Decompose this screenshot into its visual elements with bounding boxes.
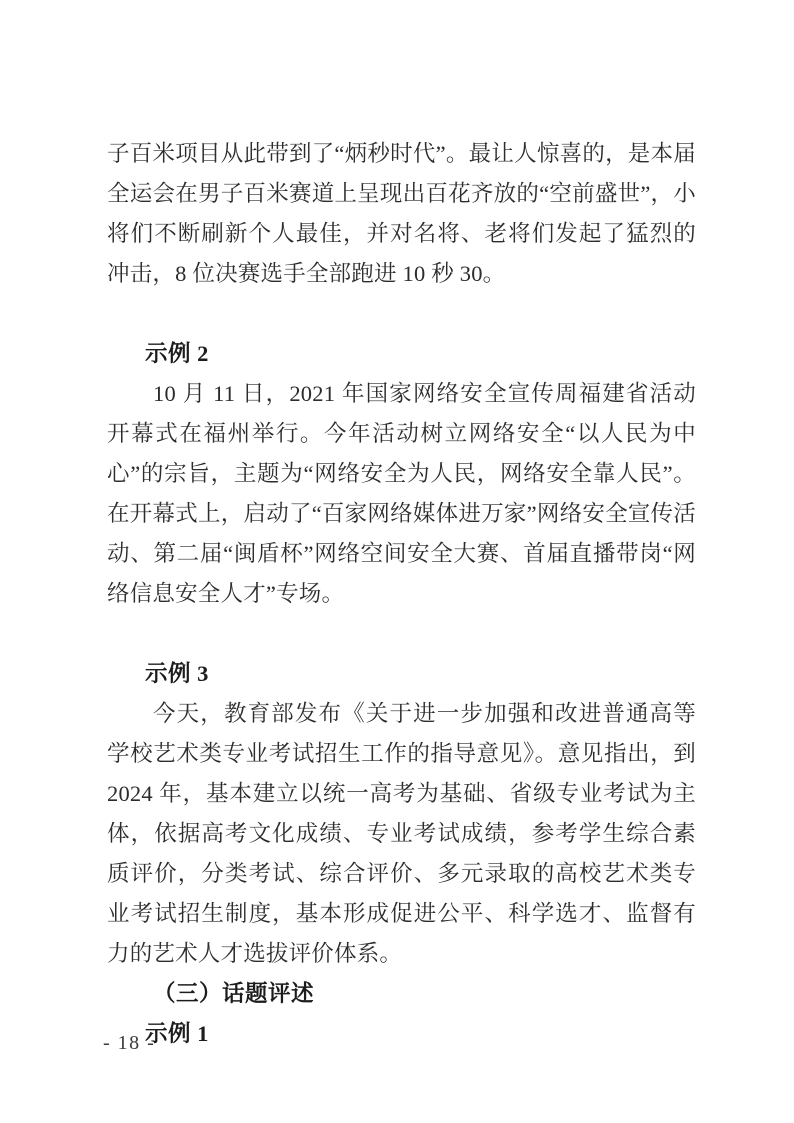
- blank-line-spacer-2: [107, 614, 696, 654]
- heading-example-2: 示例 2: [145, 341, 209, 366]
- paragraph-continued: 子百米项目从此带到了“炳秒时代”。最让人惊喜的，是本届全运会在男子百米赛道上呈现出百花齐放的“空前盛世”，小将们不断刷新个人最佳，并对名将、老将们发起了猛烈的冲击，8 位决赛选手全部跑进 10 秒 30。: [107, 141, 696, 286]
- paragraph-example-2: 10 月 11 日，2021 年国家网络安全宣传周福建省活动开幕式在福州举行。今年活动树立网络安全“以人民为中心”的宗旨，主题为“网络安全为人民，网络安全靠人民”。在开幕式上，启动了“百家网络媒体进万家”网络安全宣传活动、第二届“闽盾杯”网络空间安全大赛、首届直播带岗“网络信息安全人才”专场。: [107, 381, 696, 606]
- paragraph-example-3: 今天，教育部发布《关于进一步加强和改进普通高等学校艺术类专业考试招生工作的指导意见》。意见指出，到 2024 年，基本建立以统一高考为基础、省级专业考试为主体，依据高考文化成绩、专业考试成绩，参考学生综合素质评价，分类考试、综合评价、多元录取的高校艺术类专业考试招生制度，基本形成促进公平、科学选才、监督有力的艺术人才选拔评价体系。: [107, 701, 696, 966]
- heading-example-1: 示例 1: [145, 1021, 209, 1046]
- page-content: [107, 134, 696, 1054]
- heading-example-3: 示例 3: [145, 661, 209, 686]
- blank-line-spacer: [107, 294, 696, 334]
- page-number: - 18 -: [103, 1032, 156, 1054]
- heading-subsection-three: （三）话题评述: [153, 981, 315, 1006]
